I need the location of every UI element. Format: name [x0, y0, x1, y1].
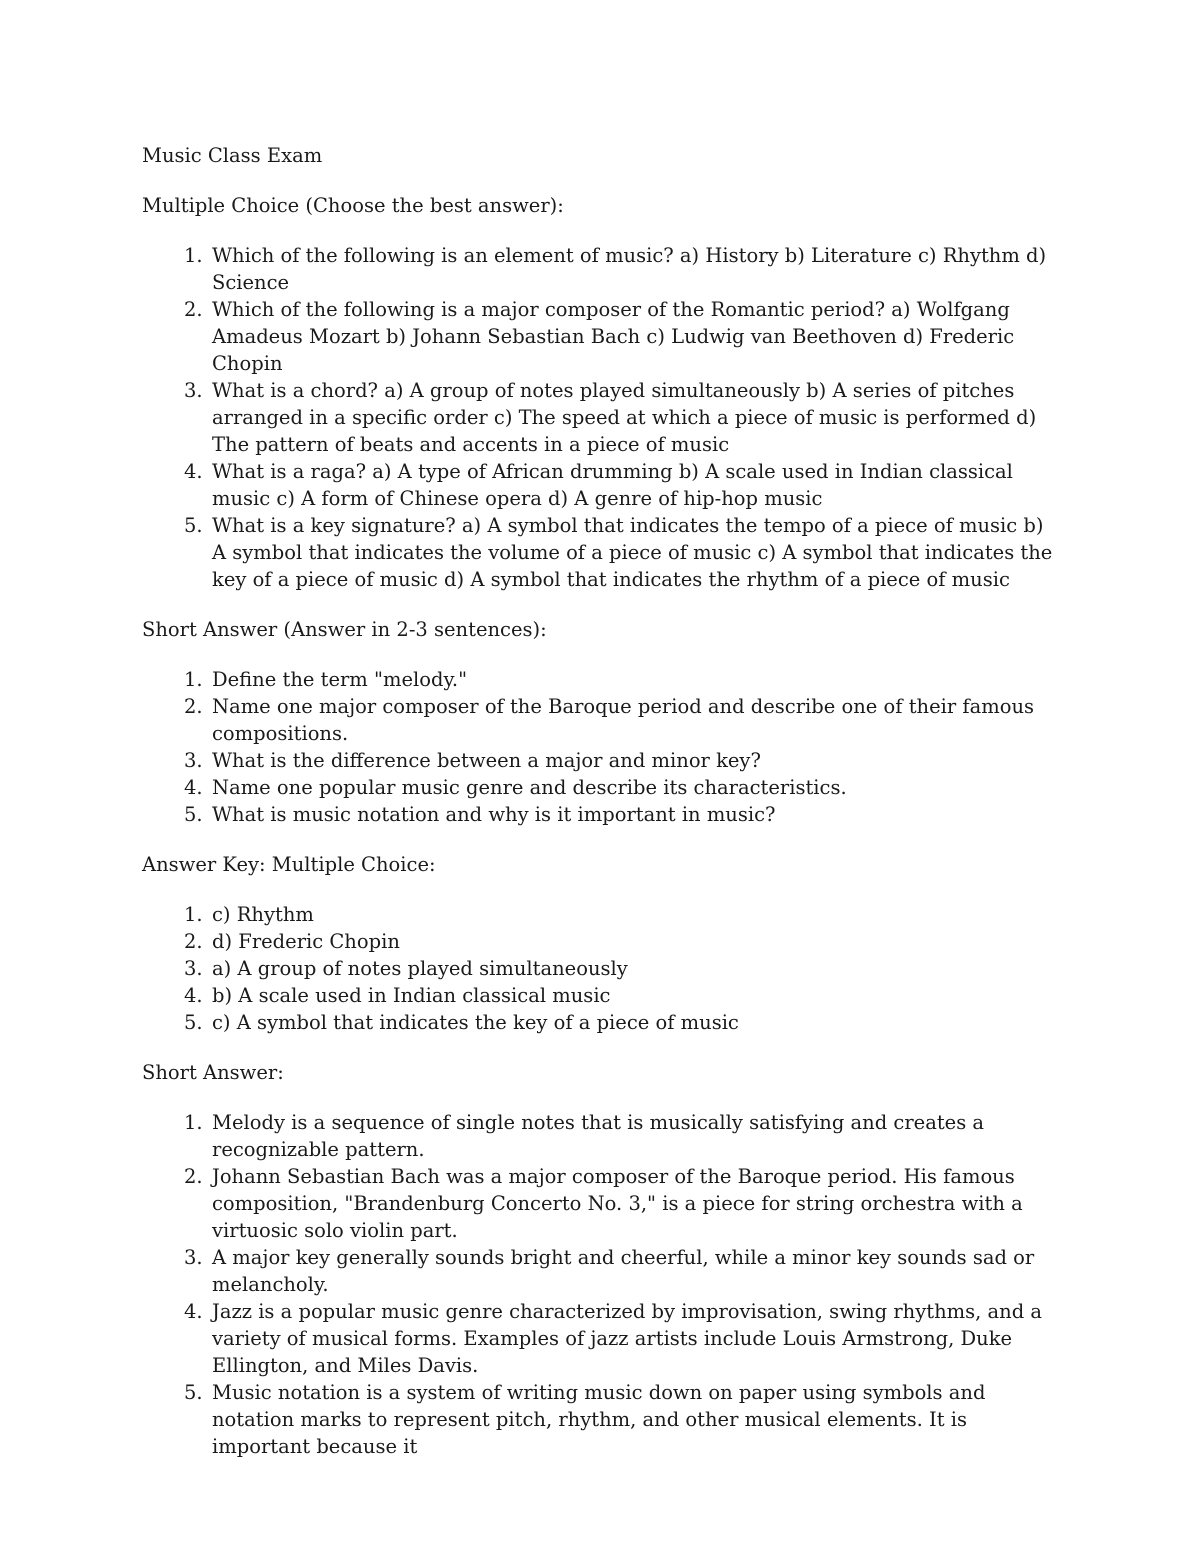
- item-text: Name one major composer of the Baroque period and describe one of their famous compositions.: [212, 695, 1035, 745]
- item-text: What is music notation and why is it important in music?: [212, 803, 776, 826]
- item-text: Which of the following is an element of music? a) History b) Literature c) Rhythm d) Science: [212, 244, 1047, 294]
- item-number: 4.: [184, 984, 203, 1007]
- multiple-choice-heading: Multiple Choice (Choose the best answer):: [142, 194, 564, 217]
- list-item: [142, 774, 1062, 801]
- item-text: What is a raga? a) A type of African drumming b) A scale used in Indian classical music c) A form of Chinese opera d) A genre of hip-hop music: [212, 460, 1013, 510]
- list-item: [142, 801, 1062, 828]
- item-number: 5.: [184, 514, 203, 537]
- item-text: Johann Sebastian Bach was a major composer of the Baroque period. His famous composition, "Brandenburg Concerto No. 3," is a piece for string orchestra with a virtuosic solo violin part.: [212, 1165, 1023, 1242]
- list-item: [142, 512, 1062, 593]
- item-text: What is the difference between a major and minor key?: [212, 749, 761, 772]
- item-number: 3.: [184, 379, 203, 402]
- item-text: a) A group of notes played simultaneously: [212, 957, 628, 980]
- item-text: What is a chord? a) A group of notes played simultaneously b) A series of pitches arranged in a specific order c) The speed at which a piece of music is performed d) The pattern of beats and accents in a piece of music: [212, 379, 1037, 456]
- list-item: [142, 982, 1062, 1009]
- item-text: A major key generally sounds bright and cheerful, while a minor key sounds sad or melancholy.: [212, 1246, 1035, 1296]
- item-number: 4.: [184, 776, 203, 799]
- item-number: 1.: [184, 668, 203, 691]
- item-number: 5.: [184, 1011, 203, 1034]
- item-text: Name one popular music genre and describe its characteristics.: [212, 776, 847, 799]
- item-text: b) A scale used in Indian classical music: [212, 984, 611, 1007]
- short-answer-heading: Short Answer (Answer in 2-3 sentences):: [142, 618, 547, 641]
- document-title: Music Class Exam: [142, 144, 323, 167]
- list-item: [142, 458, 1062, 512]
- list-item: [142, 693, 1062, 747]
- list-item: [142, 1163, 1062, 1244]
- document-page: [142, 142, 1062, 1483]
- multiple-choice-list: [142, 242, 1062, 593]
- item-number: 2.: [184, 298, 203, 321]
- item-number: 4.: [184, 1300, 203, 1323]
- item-number: 2.: [184, 695, 203, 718]
- answer-key-sa-heading: Short Answer:: [142, 1061, 284, 1084]
- item-text: Define the term "melody.": [212, 668, 468, 691]
- list-item: [142, 1298, 1062, 1379]
- item-number: 2.: [184, 1165, 203, 1188]
- list-item: [142, 928, 1062, 955]
- item-text: Which of the following is a major composer of the Romantic period? a) Wolfgang Amadeus Mozart b) Johann Sebastian Bach c) Ludwig van Beethoven d) Frederic Chopin: [212, 298, 1015, 375]
- item-text: Melody is a sequence of single notes that is musically satisfying and creates a recognizable pattern.: [212, 1111, 985, 1161]
- answer-key-mc-list: [142, 901, 1062, 1036]
- list-item: [142, 242, 1062, 296]
- item-number: 2.: [184, 930, 203, 953]
- item-number: 5.: [184, 803, 203, 826]
- list-item: [142, 901, 1062, 928]
- item-text: d) Frederic Chopin: [212, 930, 400, 953]
- short-answer-list: [142, 666, 1062, 828]
- answer-key-sa-list: [142, 1109, 1062, 1460]
- list-item: [142, 296, 1062, 377]
- list-item: [142, 666, 1062, 693]
- item-number: 1.: [184, 903, 203, 926]
- list-item: [142, 1109, 1062, 1163]
- list-item: [142, 747, 1062, 774]
- list-item: [142, 1244, 1062, 1298]
- item-text: Jazz is a popular music genre characterized by improvisation, swing rhythms, and a variety of musical forms. Examples of jazz artists include Louis Armstrong, Duke Ellington, and Miles Davis.: [212, 1300, 1043, 1377]
- item-number: 5.: [184, 1381, 203, 1404]
- item-text: What is a key signature? a) A symbol that indicates the tempo of a piece of music b) A symbol that indicates the volume of a piece of music c) A symbol that indicates the key of a piece of music d) A symbol that indicates the rhythm of a piece of music: [212, 514, 1053, 591]
- list-item: [142, 955, 1062, 982]
- list-item: [142, 1009, 1062, 1036]
- item-number: 3.: [184, 1246, 203, 1269]
- item-number: 3.: [184, 749, 203, 772]
- item-number: 3.: [184, 957, 203, 980]
- item-number: 4.: [184, 460, 203, 483]
- answer-key-mc-heading: Answer Key: Multiple Choice:: [142, 853, 436, 876]
- item-text: c) Rhythm: [212, 903, 314, 926]
- list-item: [142, 377, 1062, 458]
- item-number: 1.: [184, 244, 203, 267]
- item-text: c) A symbol that indicates the key of a piece of music: [212, 1011, 739, 1034]
- item-text: Music notation is a system of writing music down on paper using symbols and notation marks to represent pitch, rhythm, and other musical elements. It is important because it: [212, 1381, 986, 1458]
- list-item: [142, 1379, 1062, 1460]
- item-number: 1.: [184, 1111, 203, 1134]
